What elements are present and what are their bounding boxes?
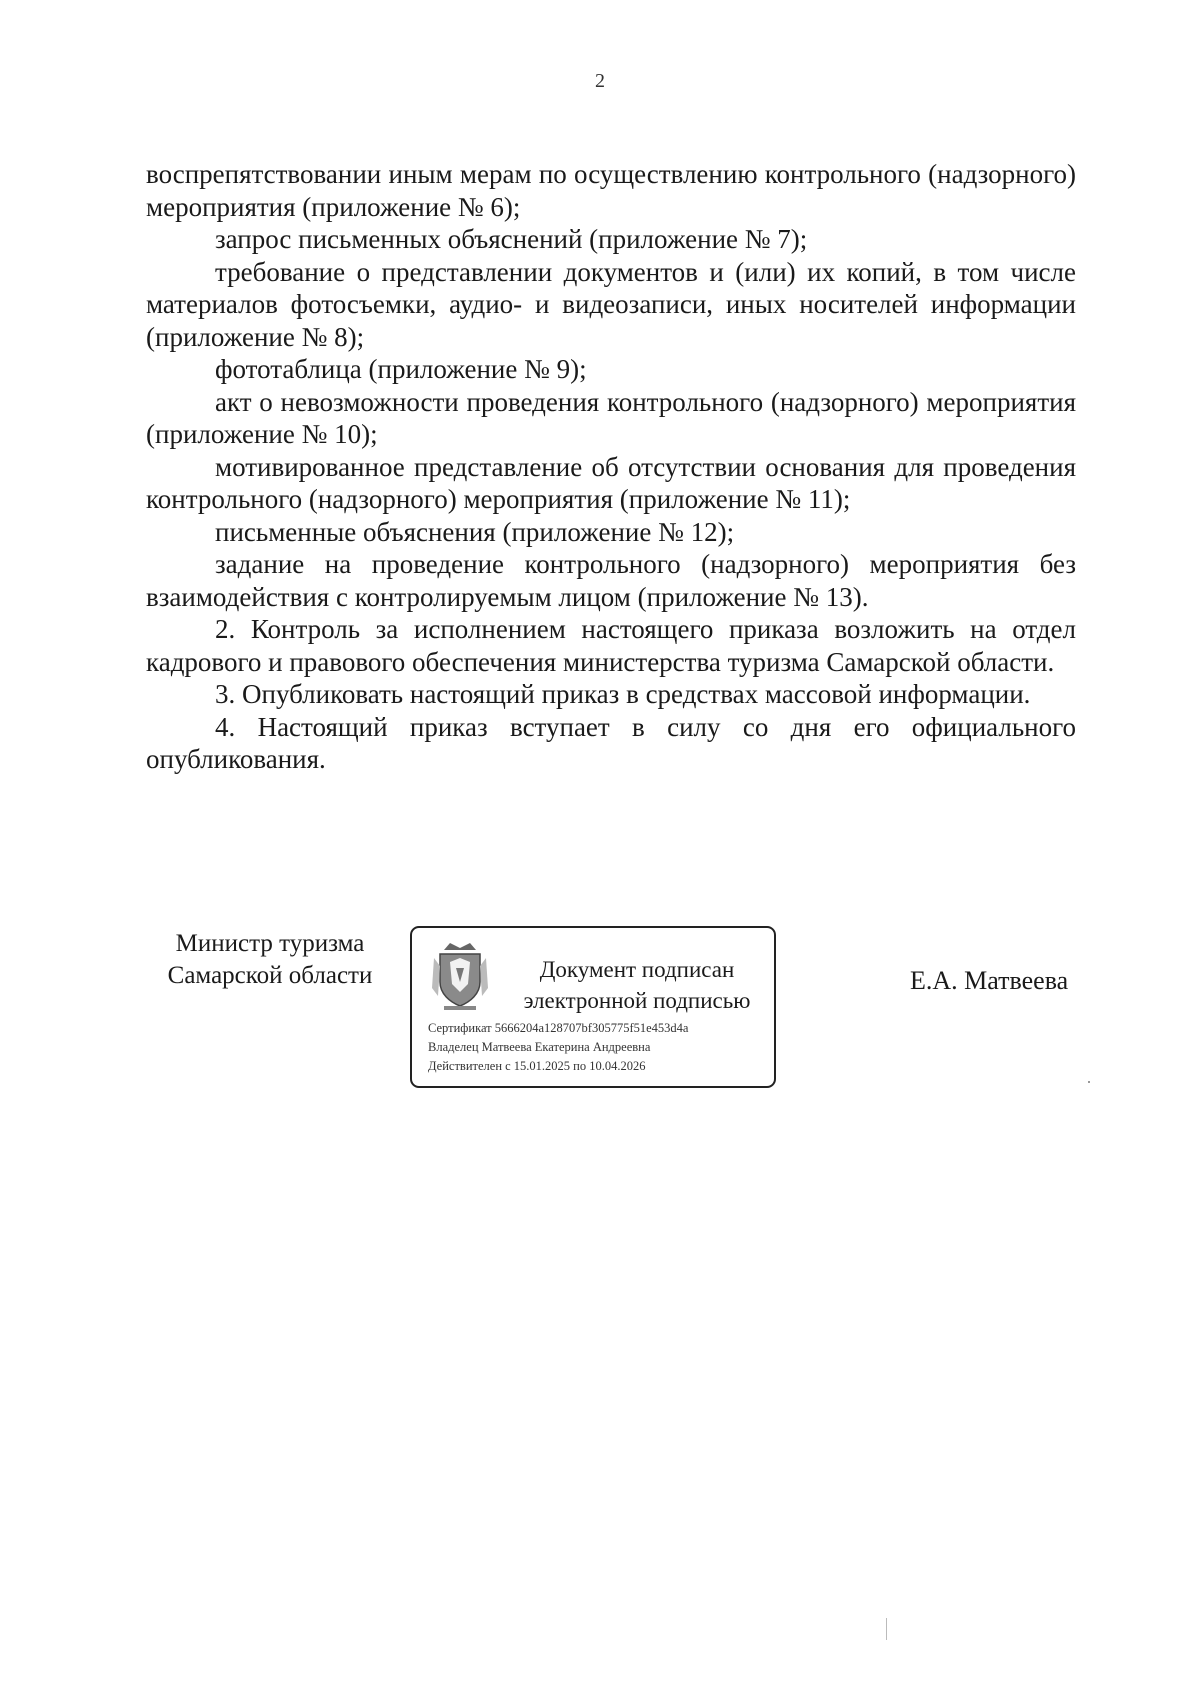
paragraph: фототаблица (приложение № 9); <box>215 354 587 384</box>
paragraph: 2. Контроль за исполнением настоящего приказа возложить на отдел кадрового и правового обеспечения министерства туризма Самарской области. <box>146 614 1076 677</box>
scan-artifact <box>886 1618 887 1640</box>
signatory-name: Е.А. Матвеева <box>910 966 1069 995</box>
position-line: Министр туризма <box>175 930 365 957</box>
stamp-title <box>512 954 762 1016</box>
certificate-owner: Владелец Матвеева Екатерина Андреевна <box>428 1040 651 1054</box>
paragraph: запрос письменных объяснений (приложение № 7); <box>215 224 808 254</box>
signatory-position <box>150 928 390 992</box>
scan-artifact <box>1088 1081 1090 1083</box>
paragraph: 4. Настоящий приказ вступает в силу со дня его официального опубликования. <box>146 711 1076 774</box>
paragraph: 3. Опубликовать настоящий приказ в средствах массовой информации. <box>215 679 1031 709</box>
paragraph: требование о представлении документов и (или) их копий, в том числе материалов фотосъемки, аудио- и видеозаписи, иных носителей информации (приложение № 8); <box>146 256 1076 352</box>
paragraph: письменные объяснения (приложение № 12); <box>215 516 735 547</box>
page-number: 2 <box>595 70 605 92</box>
paragraph: воспрепятствовании иным мерам по осуществлению контрольного (надзорного) мероприятия (приложение № 6); <box>146 159 1076 222</box>
paragraph: задание на проведение контрольного (надзорного) мероприятия без взаимодействия с контролируемым лицом (приложение № 13). <box>146 549 1076 612</box>
samara-coat-of-arms-icon <box>430 940 490 1012</box>
stamp-title-line: Документ подписан <box>539 957 735 982</box>
document-body <box>146 158 1076 776</box>
certificate-validity: Действителен с 15.01.2025 по 10.04.2026 <box>428 1059 646 1073</box>
position-line: Самарской области <box>167 962 373 989</box>
paragraph: мотивированное представление об отсутствии основания для проведения контрольного (надзорного) мероприятия (приложение № 11); <box>146 451 1076 514</box>
paragraph: акт о невозможности проведения контрольного (надзорного) мероприятия (приложение № 10); <box>146 386 1076 449</box>
certificate-number: Сертификат 5666204a128707bf305775f51e453d4a <box>428 1021 689 1035</box>
stamp-certificate-info <box>428 1019 768 1076</box>
electronic-signature-stamp <box>410 926 776 1088</box>
stamp-title-line: электронной подписью <box>523 988 751 1013</box>
